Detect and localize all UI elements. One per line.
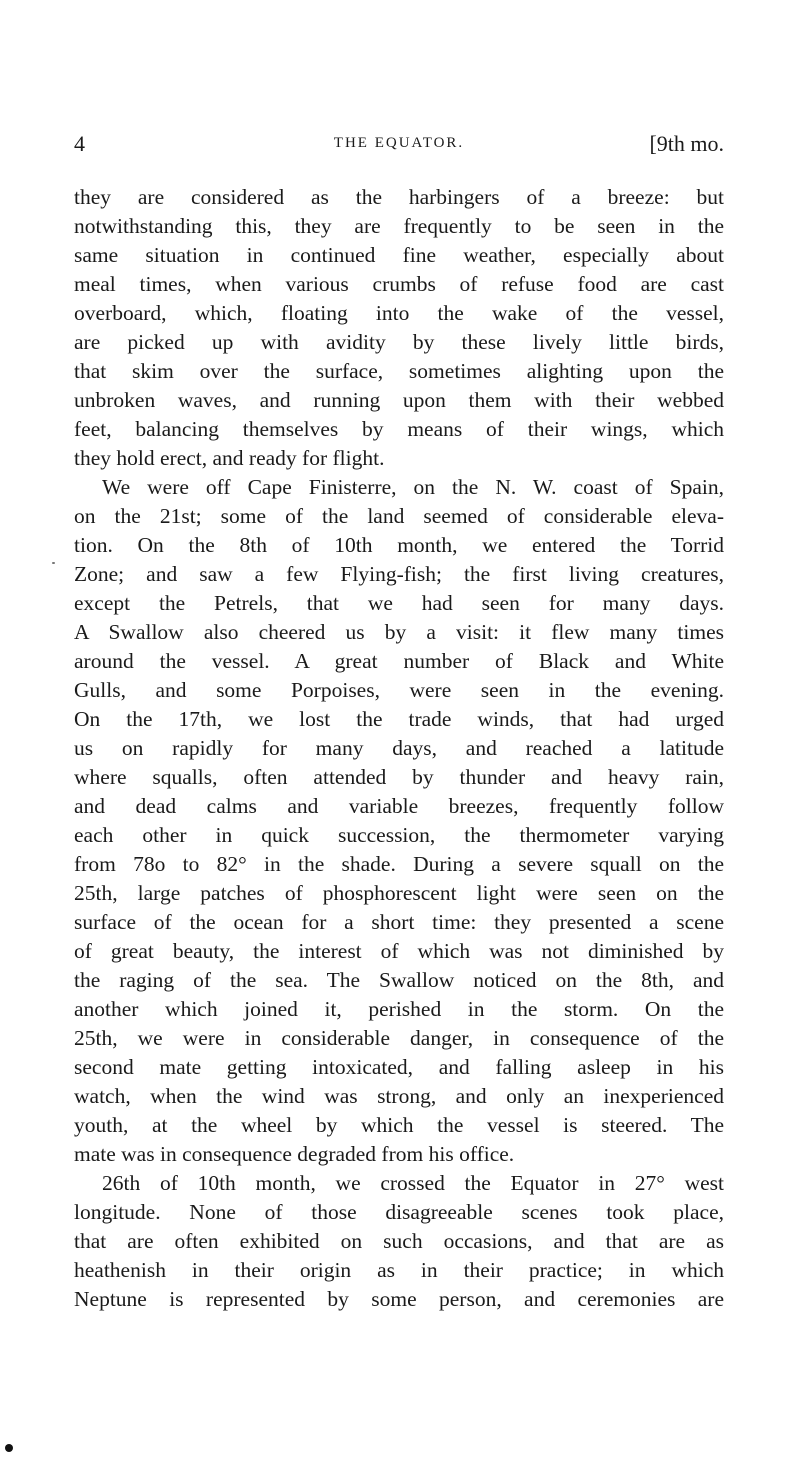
text-line: meal times, when various crumbs of refuse food are cast [74, 272, 724, 296]
text-line: except the Petrels, that we had seen for many days. [74, 591, 724, 615]
text-line: they hold erect, and ready for flight. [74, 446, 385, 470]
text-line: Zone; and saw a few Flying-fish; the first living creatures, [74, 562, 724, 586]
scan-speck [5, 1444, 13, 1452]
text-line: are picked up with avidity by these lively little birds, [74, 330, 724, 354]
text-line: youth, at the wheel by which the vessel is steered. The [74, 1113, 724, 1137]
text-line: 26th of 10th month, we crossed the Equator in 27° west [102, 1171, 724, 1195]
text-line: 25th, we were in considerable danger, in consequence of the [74, 1026, 724, 1050]
text-line: heathenish in their origin as in their practice; in which [74, 1258, 724, 1282]
text-line: around the vessel. A great number of Black and White [74, 649, 724, 673]
text-line: tion. On the 8th of 10th month, we entered the Torrid [74, 533, 724, 557]
text-line: they are considered as the harbingers of a breeze: but [74, 185, 724, 209]
text-line: notwithstanding this, they are frequently to be seen in the [74, 214, 724, 238]
text-line: feet, balancing themselves by means of their wings, which [74, 417, 724, 441]
text-line: On the 17th, we lost the trade winds, that had urged [74, 707, 724, 731]
text-line: of great beauty, the interest of which was not diminished by [74, 939, 724, 963]
text-line: the raging of the sea. The Swallow noticed on the 8th, and [74, 968, 724, 992]
text-line: us on rapidly for many days, and reached a latitude [74, 736, 724, 760]
text-line: and dead calms and variable breezes, frequently follow [74, 794, 724, 818]
text-line: another which joined it, perished in the storm. On the [74, 997, 724, 1021]
text-line: A Swallow also cheered us by a visit: it flew many times [74, 620, 724, 644]
page-number: 4 [74, 131, 85, 156]
text-line: on the 21st; some of the land seemed of considerable eleva- [74, 504, 724, 528]
paragraph-3 [74, 1169, 724, 1314]
text-line: Neptune is represented by some person, and ceremonies are [74, 1287, 724, 1311]
text-line: 25th, large patches of phosphorescent light were seen on the [74, 881, 724, 905]
text-line: watch, when the wind was strong, and only an inexperienced [74, 1084, 724, 1108]
text-line: second mate getting intoxicated, and falling asleep in his [74, 1055, 724, 1079]
text-line: We were off Cape Finisterre, on the N. W. coast of Spain, [102, 475, 724, 499]
text-line: longitude. None of those disagreeable scenes took place, [74, 1200, 724, 1224]
text-line: from 78o to 82° in the shade. During a severe squall on the [74, 852, 724, 876]
text-line: Gulls, and some Porpoises, were seen in the evening. [74, 678, 724, 702]
text-line: surface of the ocean for a short time: they presented a scene [74, 910, 724, 934]
running-date: [9th mo. [649, 131, 724, 156]
text-line: each other in quick succession, the thermometer varying [74, 823, 724, 847]
text-line: where squalls, often attended by thunder and heavy rain, [74, 765, 724, 789]
body-text [74, 183, 724, 1314]
text-line: same situation in continued fine weather, especially about [74, 243, 724, 267]
text-line: unbroken waves, and running upon them with their webbed [74, 388, 724, 412]
text-line: overboard, which, floating into the wake of the vessel, [74, 301, 724, 325]
text-line: that are often exhibited on such occasions, and that are as [74, 1229, 724, 1253]
page-header [74, 131, 724, 163]
paragraph-1 [74, 183, 724, 473]
paragraph-2 [74, 473, 724, 1169]
text-line: that skim over the surface, sometimes alighting upon the [74, 359, 724, 383]
scan-speck [52, 562, 55, 564]
text-line: mate was in consequence degraded from his office. [74, 1142, 515, 1166]
running-title: THE EQUATOR. [333, 135, 465, 151]
